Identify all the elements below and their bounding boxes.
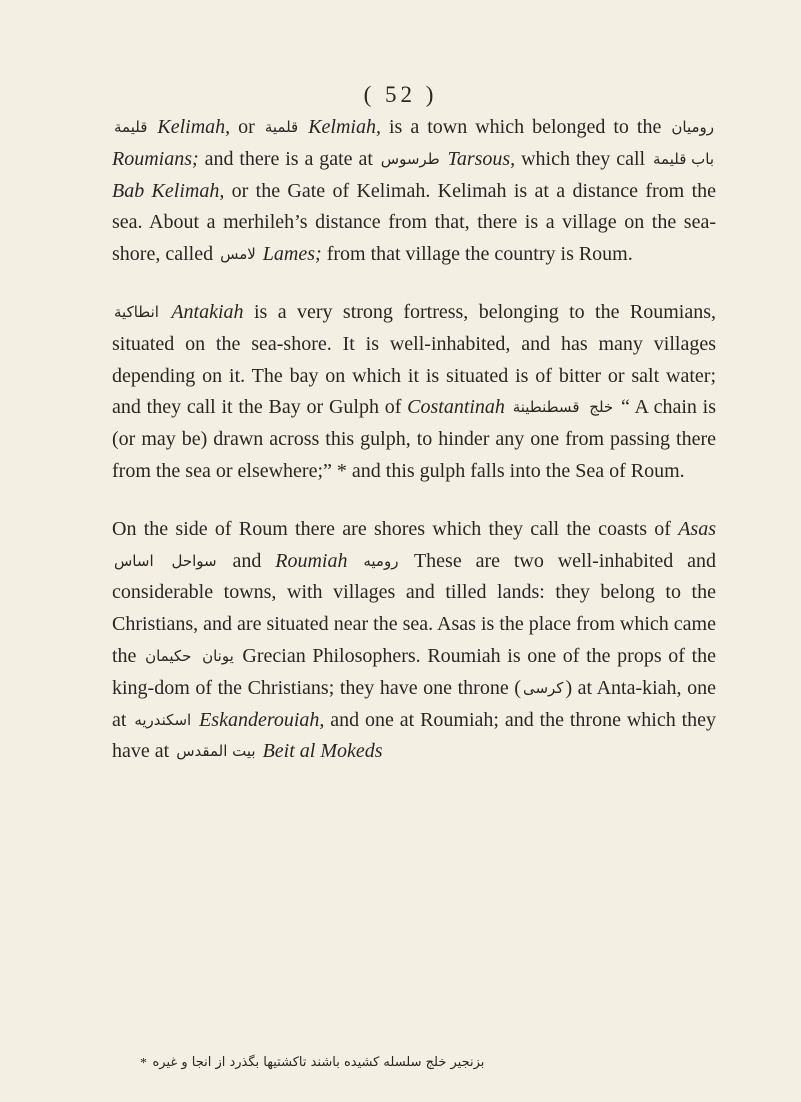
text-run: and one at Roumiah; and the throne which they have at [112, 708, 717, 763]
body-text [112, 112, 716, 794]
paragraph-kelimah [112, 112, 716, 271]
italic-term: Lames; [262, 243, 322, 266]
arabic-term: طرسوس [380, 149, 440, 168]
text-run: and [218, 549, 276, 572]
text-run: is a very strong fortress, belonging to the Roumians, situated on the sea-shore. It is well-inhabited, and has many villages depending on it. The bay on which it is situated is of bitter or salt water; and they call it the Bay or Gulph of [112, 300, 717, 419]
paragraph-asas [112, 514, 716, 768]
paragraph-antakiah [112, 297, 716, 488]
text-run: ) at Anta-kiah, one at [112, 676, 716, 731]
italic-term: Roumiah [275, 549, 348, 572]
arabic-term: اساس [114, 551, 154, 570]
italic-term: Kelmiah, [308, 116, 381, 138]
footnote-marker: * [140, 1056, 147, 1071]
text-run: Grecian Philosophers. Roumiah is one of the props of the king-dom of the Christians; they have one throne ( [112, 644, 717, 699]
text-run: or [230, 116, 263, 138]
arabic-term: سواحل [171, 551, 217, 570]
arabic-term: انطاكية [114, 302, 159, 321]
text-run [156, 550, 170, 572]
italic-term: Bab Kelimah, [112, 179, 225, 202]
arabic-term: رومیه [363, 551, 399, 570]
text-run: or the Gate of Kelimah. Kelimah is at a distance from the sea. About a merhileh’s distance from that, there is a village on the sea-shore, called [112, 179, 716, 266]
arabic-term: قليمة [114, 118, 148, 136]
text-run: and there is a gate at [198, 147, 379, 170]
arabic-term: اسکندریه [134, 710, 192, 729]
arabic-term: قلمية [264, 118, 299, 136]
italic-term: Costantinah [407, 396, 505, 419]
text-run: is a town which belonged to the [381, 116, 670, 138]
arabic-term: خلج [589, 398, 614, 417]
italic-term: Eskanderouiah, [199, 708, 325, 731]
italic-term: Beit al Mokeds [262, 740, 383, 763]
arabic-term: باب قليمة [652, 149, 714, 168]
text-run: which they call [515, 147, 651, 170]
footnote-arabic: بزنجیر خلج سلسله کشیده باشند تاکشتیها بگذرد از انجا و غیره [152, 1055, 485, 1070]
text-run: On the side of Roum there are shores which they call the coasts of [112, 517, 679, 540]
arabic-term: حکیمان [145, 646, 192, 665]
text-run: These are two well-inhabited and considerable towns, with villages and tilled lands: they belong to the Christians, and are situated near the sea. Asas is the place from which came the [112, 549, 716, 667]
text-run: “ A chain is (or may be) drawn across this gulph, to hinder any one from passing there from the sea or elsewhere;” * and this gulph falls into the Sea of Roum. [112, 396, 717, 482]
italic-term: Asas [678, 517, 716, 540]
footnote [140, 1053, 700, 1074]
arabic-term: قسطنطينة [512, 398, 580, 417]
text-run: from that village the country is Roum. [321, 243, 633, 266]
arabic-term: کرسی [522, 678, 564, 697]
arabic-term: رومیان [671, 118, 714, 136]
page-number: ( 52 ) [363, 82, 438, 107]
italic-term: Roumians; [112, 147, 199, 170]
italic-term: Tarsous, [447, 147, 516, 170]
arabic-term: لامس [220, 245, 256, 264]
arabic-term: یونان [202, 646, 234, 665]
arabic-term: بیت المقدس [176, 742, 256, 761]
italic-term: Kelimah, [157, 116, 231, 138]
italic-term: Antakiah [171, 300, 244, 323]
